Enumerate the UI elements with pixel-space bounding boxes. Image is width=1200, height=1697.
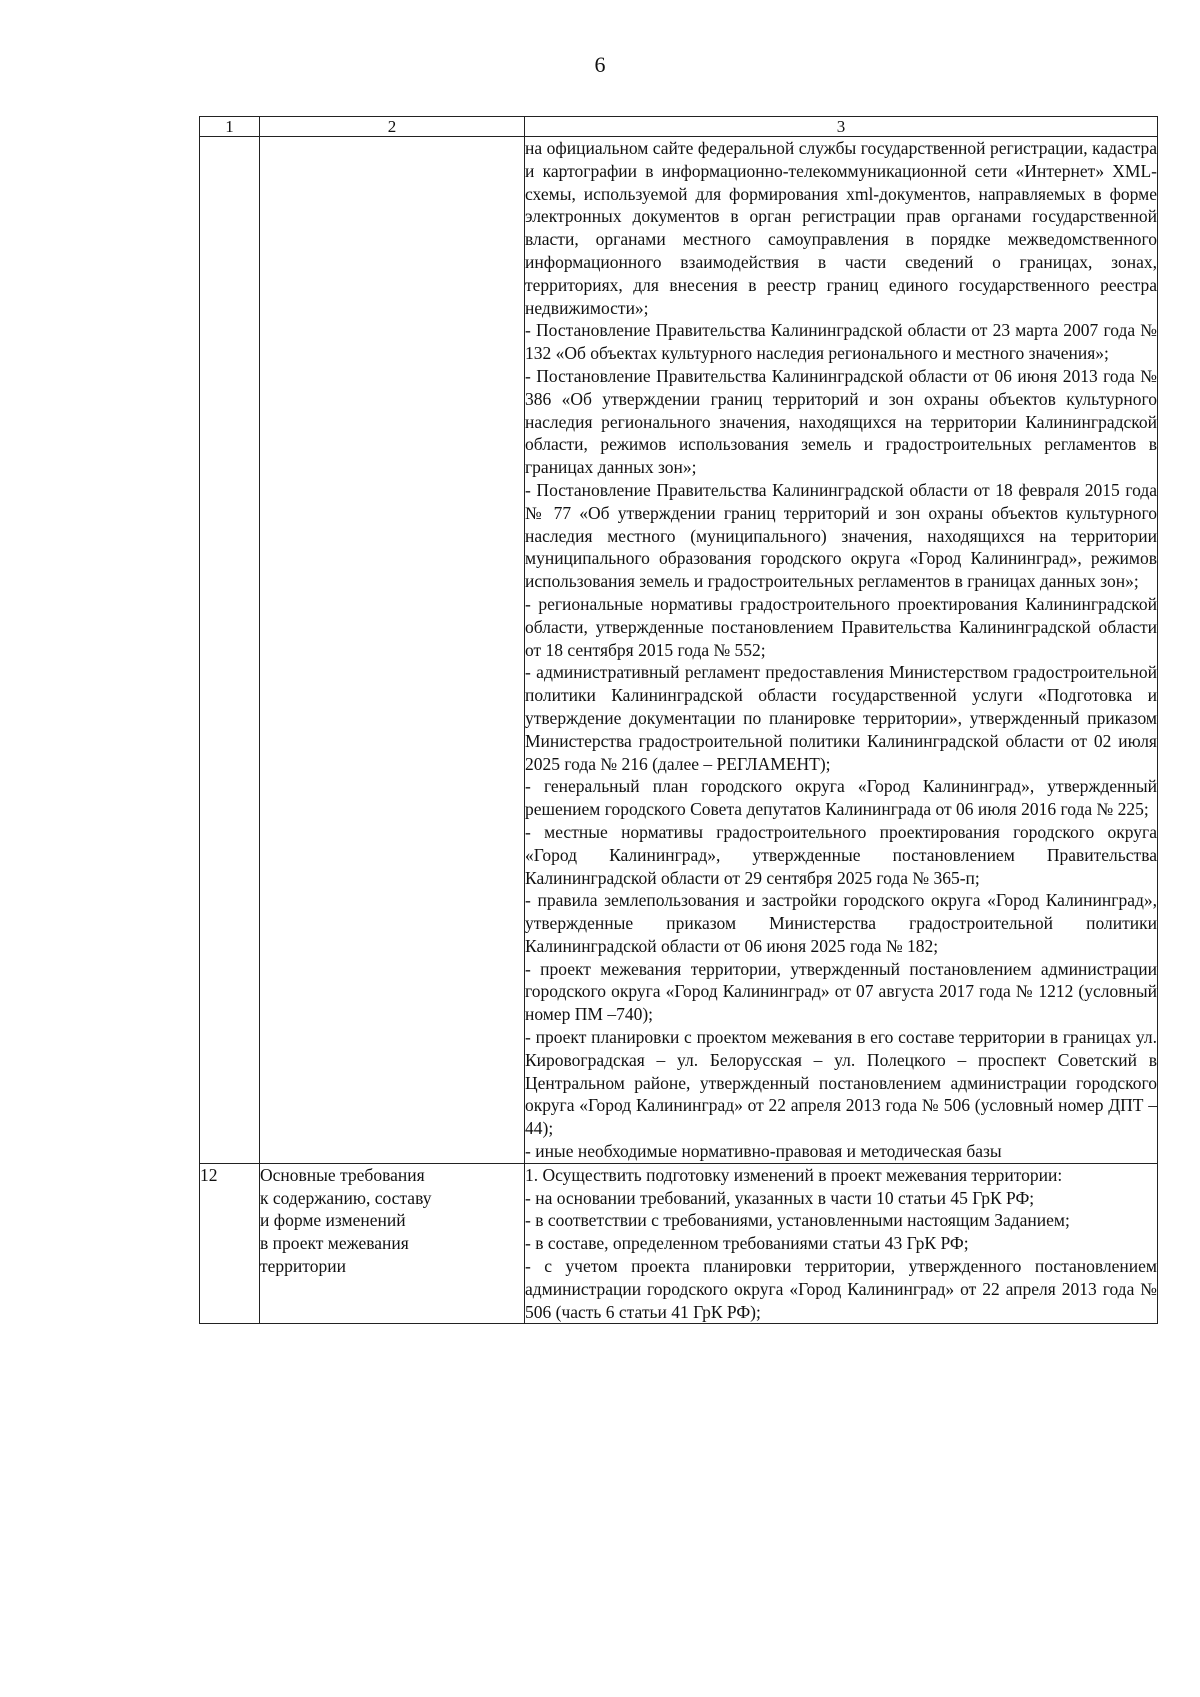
content-paragraph: - региональные нормативы градостроительного проектирования Калининградской области, утвержденные постановлением Правительства Калининградской области от 18 сентября 2015 года № 552; bbox=[525, 593, 1157, 660]
column-header-2: 2 bbox=[260, 117, 525, 137]
row-content-cell bbox=[525, 137, 1158, 1164]
content-paragraph: на официальном сайте федеральной службы государственной регистрации, кадастра и картографии в информационно-телекоммуникационной сети «Интернет» XML-схемы, используемой для формирования xml-документов, направляемых в форме электронных документов в орган регистрации прав органами государственной власти, органами местного самоуправления в порядке межведомственного информационного взаимодействия в части сведений о границах, зонах, территориях, для внесения в реестр границ единого государственного реестра недвижимости»; bbox=[525, 138, 1157, 318]
content-paragraph: - проект планировки с проектом межевания в его составе территории в границах ул. Кировоградская – ул. Белорусская – ул. Полецкого – проспект Советский в Центральном районе, утвержденный постановлением администрации городского округа «Город Калининград» от 22 апреля 2013 года № 506 (условный номер ДПТ – 44); bbox=[525, 1027, 1157, 1139]
content-paragraph: - в соответствии с требованиями, установленными настоящим Заданием; bbox=[525, 1210, 1070, 1231]
row-label-line: Основные требования bbox=[260, 1164, 425, 1185]
row-number-cell bbox=[200, 137, 260, 1164]
content-paragraph: - Постановление Правительства Калининградской области от 06 июня 2013 года № 386 «Об утверждении границ территорий и зон охраны объектов культурного наследия регионального значения, находящихся на территории Калининградской области, режимов использования земель и градостроительных регламентов в границах данных зон»; bbox=[525, 365, 1157, 478]
content-paragraph: - на основании требований, указанных в части 10 статьи 45 ГрК РФ; bbox=[525, 1187, 1035, 1208]
row-label-cell bbox=[260, 1163, 525, 1324]
table-header-row bbox=[200, 117, 1158, 137]
row-label-line: и форме изменений bbox=[260, 1210, 406, 1231]
row-content-cell bbox=[525, 1163, 1158, 1324]
content-paragraph: - правила землепользования и застройки городского округа «Город Калининград», утвержденные приказом Министерства градостроительной политики Калининградской области от 06 июня 2025 года № 182; bbox=[525, 890, 1157, 956]
content-paragraph: 1. Осуществить подготовку изменений в проект межевания территории: bbox=[525, 1164, 1063, 1185]
content-paragraph: - иные необходимые нормативно-правовая и методическая базы bbox=[525, 1141, 1002, 1162]
row-label-line: в проект межевания bbox=[260, 1233, 409, 1254]
content-paragraph: - административный регламент предоставления Министерством градостроительной политики Калининградской области государственной услуги «Подготовка и утверждение документации по планировке территории», утвержденный приказом Министерства градостроительной политики Калининградской области от 02 июля 2025 года № 216 (далее – РЕГЛАМЕНТ); bbox=[525, 662, 1157, 774]
content-paragraph: - Постановление Правительства Калининградской области от 23 марта 2007 года № 132 «Об объектах культурного наследия регионального и местного значения»; bbox=[525, 320, 1157, 364]
content-paragraph: - генеральный план городского округа «Город Калининград», утвержденный решением городского Совета депутатов Калининграда от 06 июля 2016 года № 225; bbox=[525, 776, 1157, 820]
table-row-12 bbox=[200, 1163, 1158, 1324]
content-paragraph: - проект межевания территории, утвержденный постановлением администрации городского округа «Город Калининград» от 07 августа 2017 года № 1212 (условный номер ПМ –740); bbox=[525, 958, 1157, 1025]
requirements-table bbox=[199, 116, 1158, 1324]
column-header-1: 1 bbox=[200, 117, 260, 137]
content-paragraph: - в составе, определенном требованиями статьи 43 ГрК РФ; bbox=[525, 1233, 969, 1254]
row-label-cell bbox=[260, 137, 525, 1164]
column-header-3: 3 bbox=[525, 117, 1158, 137]
content-paragraph: - с учетом проекта планировки территории, утвержденного постановлением администрации городского округа «Город Калининград» от 22 апреля 2013 года № 506 (часть 6 статьи 41 ГрК РФ); bbox=[525, 1256, 1157, 1322]
content-paragraph: - местные нормативы градостроительного проектирования городского округа «Город Калининград», утвержденные постановлением Правительства Калининградской области от 29 сентября 2025 года № 365-п; bbox=[525, 821, 1157, 888]
table-row-continued bbox=[200, 137, 1158, 1164]
row-number-cell: 12 bbox=[200, 1163, 260, 1324]
row-label-line: к содержанию, составу bbox=[260, 1187, 432, 1208]
content-paragraph: - Постановление Правительства Калининградской области от 18 февраля 2015 года № 77 «Об утверждении границ территорий и зон охраны объектов культурного наследия местного (муниципального) значения, находящихся на территории муниципального образования городского округа «Город Калининград», режимов использования земель и градостроительных регламентов в границах данных зон»; bbox=[525, 479, 1157, 592]
page-number: 6 bbox=[594, 52, 606, 77]
row-label-line: территории bbox=[260, 1256, 346, 1277]
